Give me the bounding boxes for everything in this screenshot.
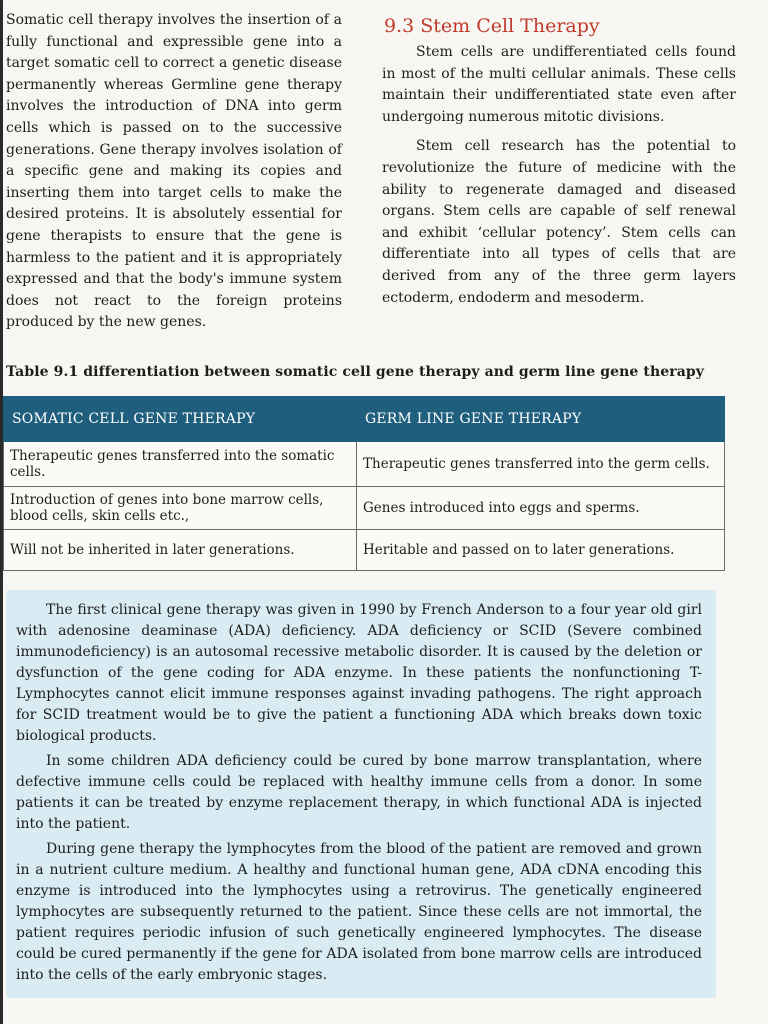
table-cell: Heritable and passed on to later generations. (357, 530, 725, 571)
header-germline: GERM LINE GENE THERAPY (357, 397, 725, 442)
stem-cell-paragraph-1: Stem cells are undifferentiated cells found in most of the multi cellular animals. These cells maintain their undifferentiated state even after undergoing numerous mitotic divisions. (382, 44, 736, 125)
table-cell: Introduction of genes into bone marrow cells, blood cells, skin cells etc., (4, 487, 357, 530)
section-heading: 9.3 Stem Cell Therapy (384, 15, 600, 37)
table-row (4, 442, 725, 487)
table-row (4, 530, 725, 571)
box-paragraph-3: During gene therapy the lymphocytes from the blood of the patient are removed and grown in a nutrient culture medium. A healthy and functional human gene, ADA cDNA encoding this enzyme is introduced into the lymphocytes using a retrovirus. The genetically engineered lymphocytes are subsequently returned to the patient. Since these cells are not immortal, the patient requires periodic infusion of such genetically engineered lymphocytes. The disease could be cured permanently if the gene for ADA isolated from bone marrow cells are introduced into the cells of the early embryonic stages. (16, 841, 702, 983)
table-caption: Table 9.1 differentiation between somatic cell gene therapy and germ line gene therapy (6, 364, 705, 380)
stem-cell-paragraph-2: Stem cell research has the potential to revolutionize the future of medicine with the ability to regenerate damaged and diseased organs. Stem cells are capable of self renewal and exhibit ‘cellular potency’. Stem cells can differentiate into all types of cells that are derived from any of the three germ layers ectoderm, endoderm and mesoderm. (382, 138, 736, 306)
table-cell: Genes introduced into eggs and sperms. (357, 487, 725, 530)
box-paragraph-1: The first clinical gene therapy was given in 1990 by French Anderson to a four year old girl with adenosine deaminase (ADA) deficiency. ADA deficiency or SCID (Severe combined immunodeficiency) is an autosomal recessive metabolic disorder. It is caused by the deletion or dysfunction of the gene coding for ADA enzyme. In these patients the nonfunctioning T-Lymphocytes cannot elicit immune responses against invading pathogens. The right approach for SCID treatment would be to give the patient a functioning ADA which breaks down toxic biological products. (16, 602, 702, 744)
header-somatic: SOMATIC CELL GENE THERAPY (4, 397, 357, 442)
table-cell: Therapeutic genes transferred into the germ cells. (357, 442, 725, 487)
table-cell: Will not be inherited in later generations. (4, 530, 357, 571)
table-row (4, 487, 725, 530)
box-paragraph-2: In some children ADA deficiency could be cured by bone marrow transplantation, where defective immune cells could be replaced with healthy immune cells from a donor. In some patients it can be treated by enzyme replacement therapy, in which functional ADA is injected into the patient. (16, 753, 702, 832)
ada-deficiency-box (6, 590, 716, 998)
right-column (382, 14, 736, 309)
table-cell: Therapeutic genes transferred into the somatic cells. (4, 442, 357, 487)
left-column (6, 10, 342, 334)
table-header-row (4, 397, 725, 442)
comparison-table (3, 396, 725, 571)
somatic-gene-therapy-paragraph: Somatic cell therapy involves the insertion of a fully functional and expressible gene into a target somatic cell to correct a genetic disease permanently whereas Germline gene therapy involves the introduction of DNA into germ cells which is passed on to the successive generations. Gene therapy involves isolation of a specific gene and making its copies and inserting them into target cells to make the desired proteins. It is absolutely essential for gene therapists to ensure that the gene is harmless to the patient and it is appropriately expressed and that the body's immune system does not react to the foreign proteins produced by the new genes. (6, 12, 342, 331)
